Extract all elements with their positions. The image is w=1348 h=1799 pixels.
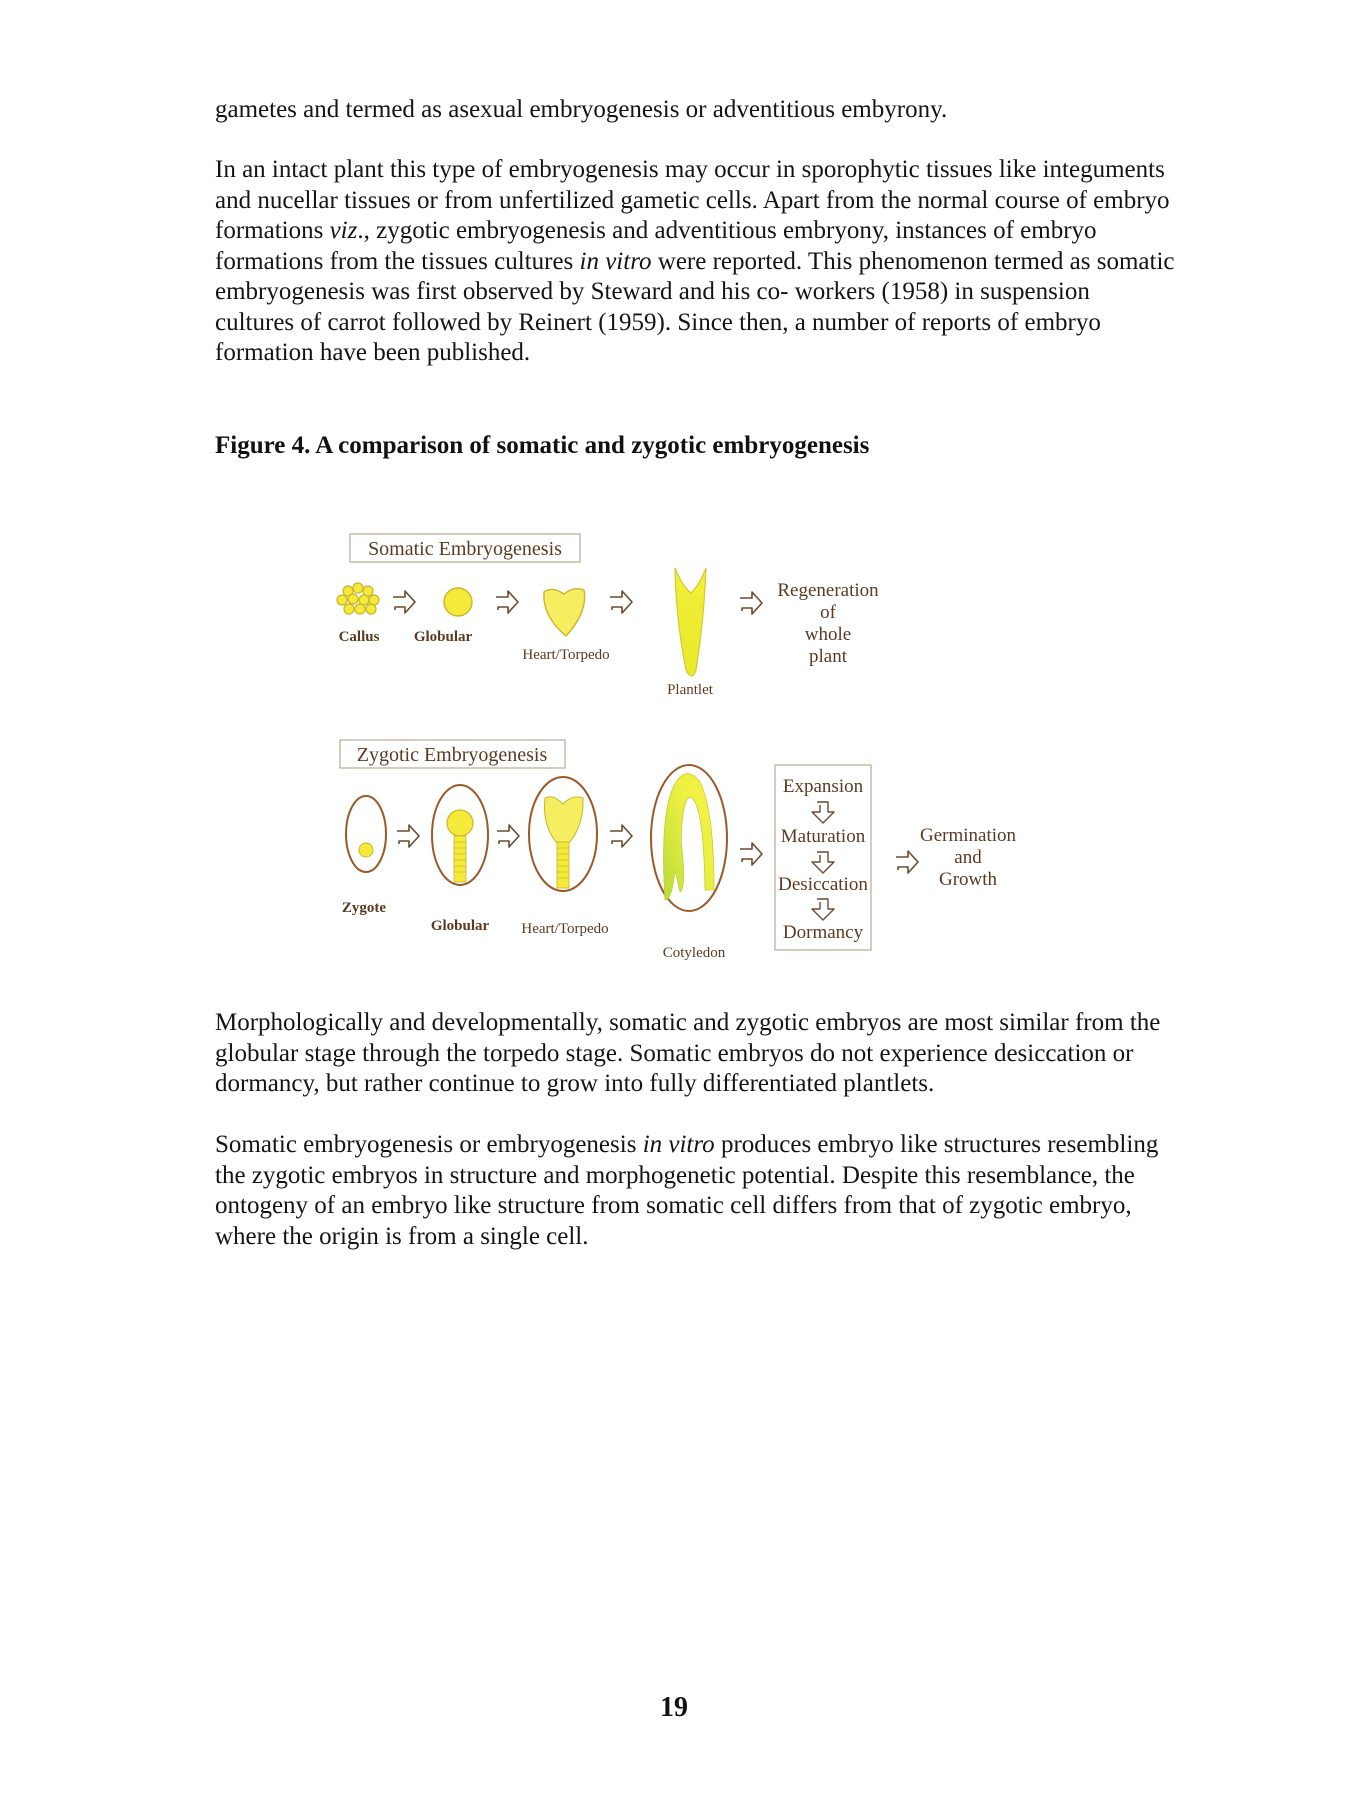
- stage-label-callus: Callus: [338, 629, 380, 645]
- stage-label-heart-torpedo: Heart/Torpedo: [522, 647, 610, 663]
- arrow-right-icon: [740, 592, 762, 614]
- italic-term: in vitro: [579, 247, 652, 275]
- zygote-icon: [346, 796, 386, 872]
- stage-label-cotyledon: Cotyledon: [662, 945, 726, 961]
- outcome-line: of: [820, 602, 836, 623]
- step-desiccation: Desiccation: [778, 874, 868, 895]
- outcome-line: whole: [804, 624, 852, 645]
- somatic-outcome: [777, 580, 879, 667]
- arrow-right-icon: [610, 825, 632, 847]
- stage-label-globular-zygotic: Globular: [430, 918, 490, 934]
- text-run: Somatic embryogenesis or embryogenesis: [215, 1131, 643, 1158]
- stage-label-plantlet: Plantlet: [667, 682, 713, 698]
- zygotic-heading: Zygotic Embryogenesis: [356, 744, 548, 766]
- arrow-right-icon: [497, 825, 519, 847]
- step-maturation: Maturation: [780, 826, 866, 847]
- outcome-line: Germination: [919, 825, 1017, 846]
- cotyledon-embryo-icon: [651, 765, 727, 911]
- stage-label-heart-torpedo-zygotic: Heart/Torpedo: [521, 921, 609, 937]
- plantlet-icon: [675, 568, 706, 676]
- zygotic-section: [340, 740, 1017, 961]
- arrow-right-icon: [896, 851, 918, 873]
- paragraph-morphology-comparison: Morphologically and developmentally, somatic and zygotic embryos are most similar from the globular stage through the torpedo stage. Somatic embryos do not experience desiccation or dormancy, but rather continue to grow into fully differentiated plantlets.: [215, 1009, 1161, 1097]
- somatic-heading: Somatic Embryogenesis: [368, 538, 562, 560]
- text-run: produces embryo like structures resembling the zygotic embryos in structure and morphogenetic potential. Despite this resemblance, the ontogeny of an embryo like structure from somatic cell differs from that of zygotic embryo, where the origin is from a single cell.: [215, 1131, 1159, 1250]
- italic-term: in vitro: [642, 1131, 715, 1158]
- arrow-right-icon: [496, 591, 518, 613]
- paragraph-adventitious-embryony: [215, 155, 1175, 369]
- zygotic-outcome: [920, 825, 1017, 890]
- page-number: 19: [660, 1692, 688, 1723]
- outcome-line: and: [954, 847, 982, 868]
- step-expansion: Expansion: [782, 776, 864, 797]
- stage-label-zygote: Zygote: [341, 900, 387, 916]
- text-run: ., zygotic embryogenesis and adventitious embryony, instances of embryo formations from the tissues cultures: [215, 217, 1097, 275]
- figure-title: Figure 4. A comparison of somatic and zygotic embryogenesis: [215, 432, 870, 459]
- arrow-right-icon: [397, 825, 419, 847]
- text-run: were reported. This phenomenon termed as somatic embryogenesis was first observed by Steward and his co- workers (1958) in suspension cultures of carrot followed by Reinert (1959). Since then, a number of reports of embryo formation have been published.: [215, 247, 1175, 366]
- callus-cells-icon: [337, 583, 379, 614]
- paragraph-intro-end: gametes and termed as asexual embryogenesis or adventitious embyrony.: [215, 96, 948, 123]
- globular-embryo-icon: [444, 588, 472, 616]
- somatic-section: [337, 534, 879, 698]
- embryogenesis-figure: [320, 520, 1080, 980]
- arrow-right-icon: [610, 591, 632, 613]
- outcome-line: Growth: [938, 869, 998, 890]
- italic-term: viz: [329, 217, 358, 244]
- outcome-line: plant: [809, 646, 847, 667]
- arrow-right-icon: [393, 591, 415, 613]
- heart-torpedo-zygotic-embryo-icon: [529, 777, 597, 891]
- globular-zygotic-embryo-icon: [432, 785, 488, 885]
- outcome-line: Regeneration: [777, 580, 879, 601]
- text-run: In an intact plant this type of embryogenesis may occur in sporophytic tissues like integuments and nucellar tissues or from unfertilized gametic cells. Apart from the normal course of embryo formations: [215, 156, 1170, 244]
- paragraph-in-vitro-embryogenesis: [215, 1130, 1175, 1252]
- stage-label-globular: Globular: [413, 629, 473, 645]
- step-dormancy: Dormancy: [782, 922, 864, 943]
- heart-embryo-icon: [544, 589, 585, 636]
- arrow-right-icon: [740, 843, 762, 865]
